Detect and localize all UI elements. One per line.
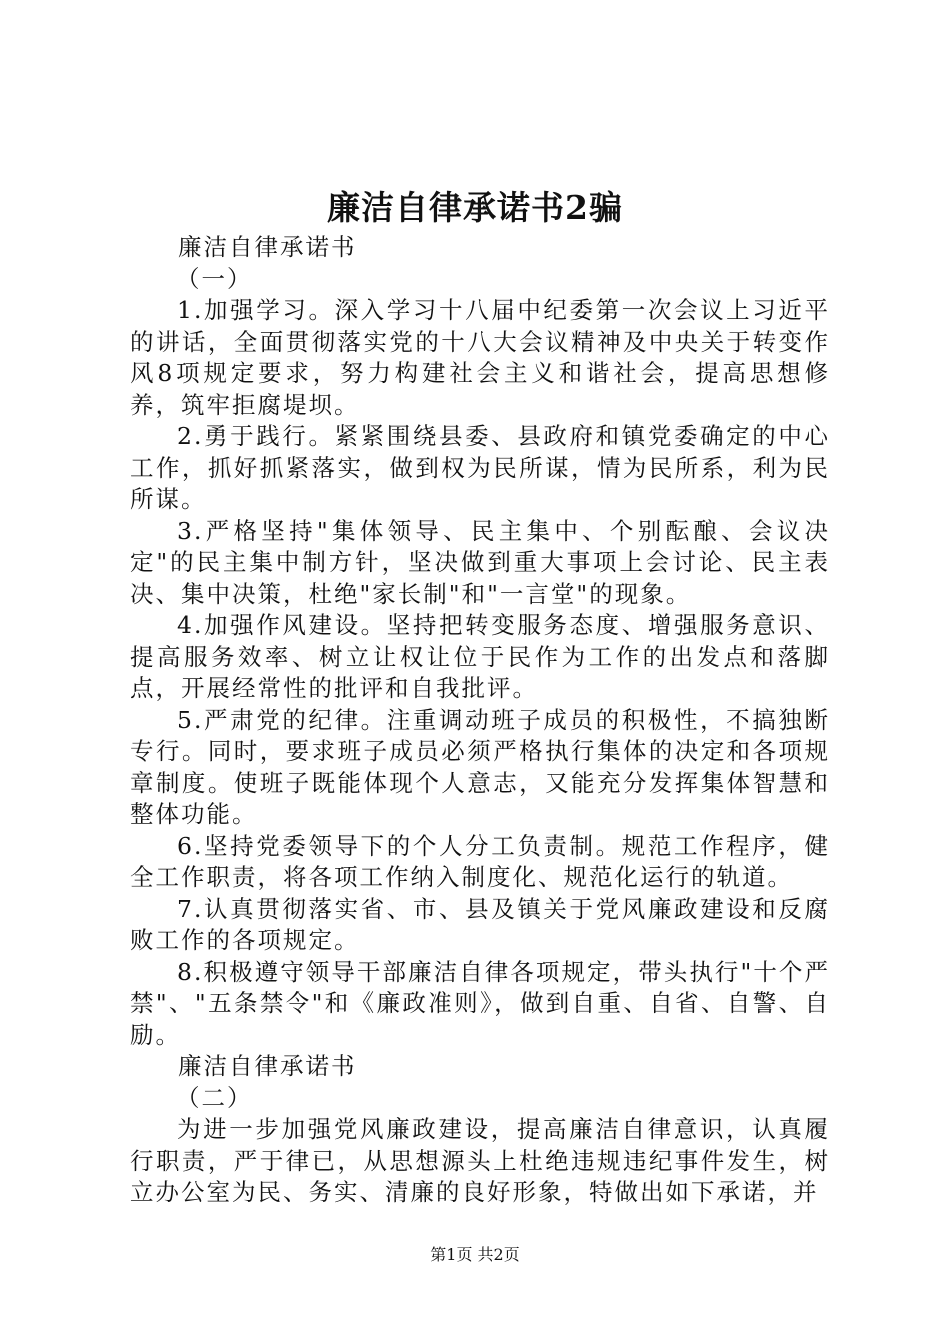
paragraph: 为进一步加强党风廉政建设，提高廉洁自律意识，认真履行职责，严于律已，从思想源头上杜绝违规违纪事件发生，树立办公室为民、务实、清廉的良好形象，特做出如下承诺，并: [130, 1115, 830, 1206]
paragraph: 1.加强学习。深入学习十八届中纪委第一次会议上习近平的讲话，全面贯彻落实党的十八大会议精神及中央关于转变作风8项规定要求，努力构建社会主义和谐社会，提高思想修养，筑牢拒腐堤坝。: [130, 296, 830, 419]
page-footer: 第1页 共2页: [430, 1245, 520, 1264]
paragraph: 4.加强作风建设。坚持把转变服务态度、增强服务意识、提高服务效率、树立让权让位于民作为工作的出发点和落脚点，开展经常性的批评和自我批评。: [130, 611, 830, 702]
section-subheading: （二）: [176, 1083, 253, 1112]
document-body: [130, 232, 830, 1209]
paragraph: 7.认真贯彻落实省、市、县及镇关于党风廉政建设和反腐败工作的各项规定。: [130, 894, 830, 954]
paragraph: 8.积极遵守领导干部廉洁自律各项规定，带头执行"十个严禁"、"五条禁令"和《廉政准则》，做到自重、自省、自警、自励。: [130, 957, 830, 1049]
paragraph: 2.勇于践行。紧紧围绕县委、县政府和镇党委确定的中心工作，抓好抓紧落实，做到权为民所谋，情为民所系，利为民所谋。: [130, 422, 830, 513]
paragraph: 3.严格坚持"集体领导、民主集中、个别酝酿、会议决定"的民主集中制方针，坚决做到重大事项上会讨论、民主表决、集中决策，杜绝"家长制"和"一言堂"的现象。: [130, 516, 830, 608]
document-title: 廉洁自律承诺书2骗: [327, 188, 623, 227]
section-subheading: （一）: [176, 264, 253, 293]
paragraph: 6.坚持党委领导下的个人分工负责制。规范工作程序，健全工作职责，将各项工作纳入制度化、规范化运行的轨道。: [130, 831, 830, 891]
section-heading: 廉洁自律承诺书: [178, 1052, 357, 1080]
section-heading: 廉洁自律承诺书: [178, 233, 357, 261]
paragraph: 5.严肃党的纪律。注重调动班子成员的积极性，不搞独断专行。同时，要求班子成员必须严格执行集体的决定和各项规章制度。使班子既能体现个人意志，又能充分发挥集体智慧和整体功能。: [130, 705, 830, 828]
